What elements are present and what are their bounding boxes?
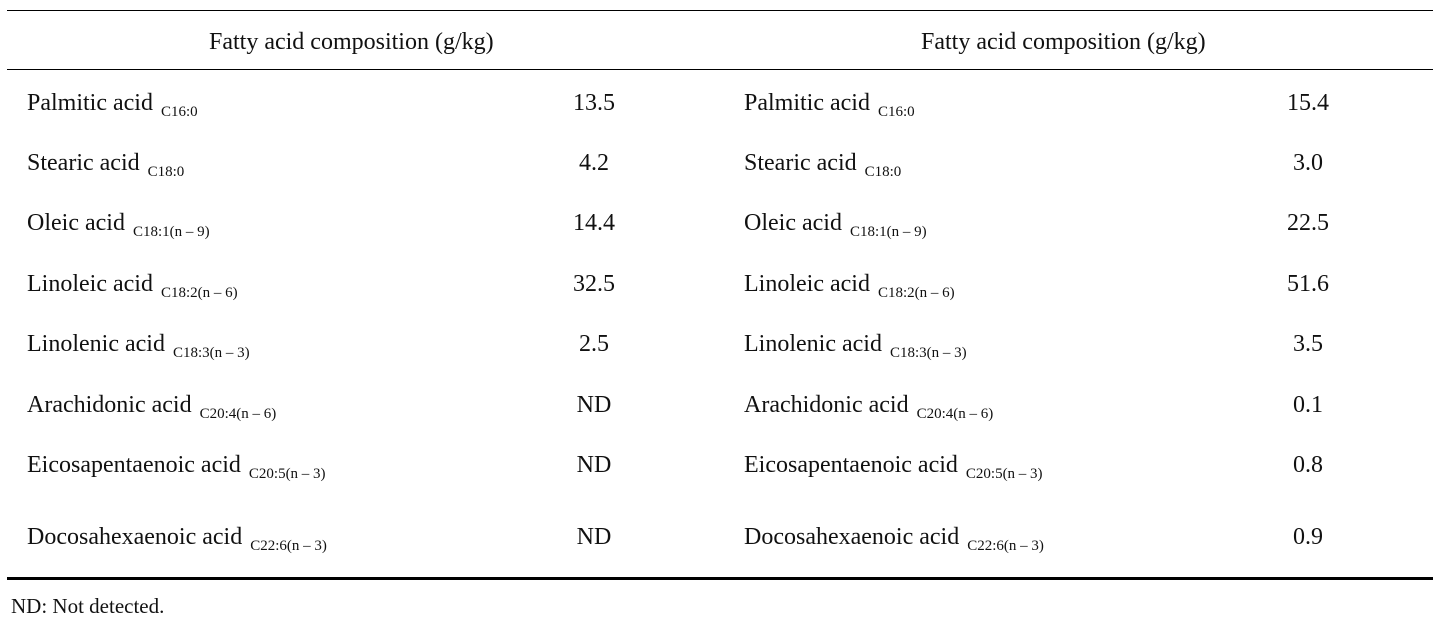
table-header-rule bbox=[7, 69, 1433, 70]
acid-name-right: Linoleic acid $_{C18:2(n - 6)}$ bbox=[744, 271, 955, 301]
acid-name-right: Docosahexaenoic acid $_{C22:6(n - 3)}$ bbox=[744, 524, 1044, 554]
table-row bbox=[0, 148, 1440, 188]
acid-name-right: Linolenic acid $_{C18:3(n - 3)}$ bbox=[744, 331, 967, 361]
acid-name-right: Eicosapentaenoic acid $_{C20:5(n - 3)}$ bbox=[744, 452, 1043, 482]
acid-name-left: Eicosapentaenoic acid $_{C20:5(n - 3)}$ bbox=[27, 452, 326, 482]
header-left: Fatty acid composition (g/kg) bbox=[209, 29, 494, 55]
value-right: 22.5 bbox=[1287, 210, 1329, 236]
value-left: 14.4 bbox=[573, 210, 615, 236]
acid-name-left: Linoleic acid $_{C18:2(n - 6)}$ bbox=[27, 271, 238, 301]
table-row bbox=[0, 208, 1440, 248]
value-left: 13.5 bbox=[573, 90, 615, 116]
value-right: 0.1 bbox=[1293, 392, 1323, 418]
value-right: 0.8 bbox=[1293, 452, 1323, 478]
value-right: 3.5 bbox=[1293, 331, 1323, 357]
value-left: 4.2 bbox=[579, 150, 609, 176]
acid-name-left: Stearic acid $_{C18:0}$ bbox=[27, 150, 185, 180]
value-right: 0.9 bbox=[1293, 524, 1323, 550]
acid-name-right: Stearic acid $_{C18:0}$ bbox=[744, 150, 902, 180]
table-bottom-rule bbox=[7, 577, 1433, 580]
acid-name-left: Linolenic acid $_{C18:3(n - 3)}$ bbox=[27, 331, 250, 361]
acid-name-left: Palmitic acid $_{C16:0}$ bbox=[27, 90, 198, 120]
acid-name-right: Arachidonic acid $_{C20:4(n - 6)}$ bbox=[744, 392, 994, 422]
table-row bbox=[0, 88, 1440, 128]
value-left: ND bbox=[576, 524, 612, 550]
header-right: Fatty acid composition (g/kg) bbox=[921, 29, 1206, 55]
acid-name-left: Arachidonic acid $_{C20:4(n - 6)}$ bbox=[27, 392, 277, 422]
table-row bbox=[0, 269, 1440, 309]
table-row bbox=[0, 450, 1440, 490]
footnote: ND: Not detected. bbox=[11, 594, 165, 618]
value-right: 3.0 bbox=[1293, 150, 1323, 176]
value-left: ND bbox=[576, 392, 612, 418]
value-left: ND bbox=[576, 452, 612, 478]
value-right: 15.4 bbox=[1287, 90, 1329, 116]
table-row bbox=[0, 522, 1440, 562]
acid-name-right: Palmitic acid $_{C16:0}$ bbox=[744, 90, 915, 120]
value-right: 51.6 bbox=[1287, 271, 1329, 297]
acid-name-left: Docosahexaenoic acid $_{C22:6(n - 3)}$ bbox=[27, 524, 327, 554]
value-left: 2.5 bbox=[579, 331, 609, 357]
acid-name-left: Oleic acid $_{C18:1(n - 9)}$ bbox=[27, 210, 210, 240]
table-top-rule bbox=[7, 10, 1433, 11]
table-row bbox=[0, 390, 1440, 430]
value-left: 32.5 bbox=[573, 271, 615, 297]
table-row bbox=[0, 329, 1440, 369]
acid-name-right: Oleic acid $_{C18:1(n - 9)}$ bbox=[744, 210, 927, 240]
